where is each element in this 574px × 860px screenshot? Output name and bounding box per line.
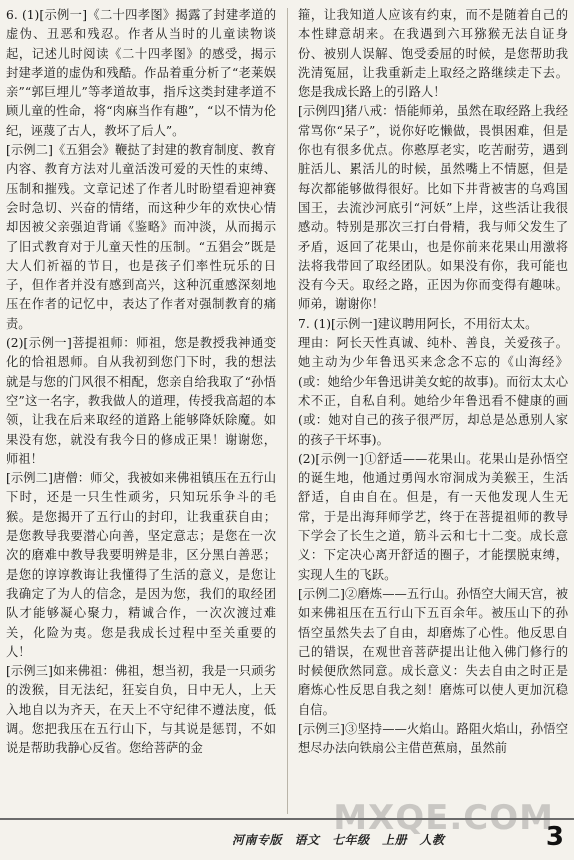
- watermark-logo: MXQE.COM: [333, 798, 554, 838]
- answer-7-1: 7. (1)[示例一]建议聘用阿长，不用衍太太。: [298, 316, 538, 331]
- right-column: [298, 6, 568, 816]
- answer-7-2-example-1: (2)[示例一]①舒适——花果山。花果山是孙悟空的诞生地，他通过勇闯水帘洞成为美猴王，生活舒适，自由自在。但是，有一天他发现人生无常，于是出海拜师学艺，终于在菩提祖师的教导下学会了长生之道，筋斗云和七十二变。成长意义：下定决心离开舒适的圈子，才能摆脱束缚，实现人生的飞跃。: [298, 451, 568, 582]
- answer-7-2-example-3: [示例三]③坚持——火焰山。路阻火焰山，孙悟空想尽办法向铁扇公主借芭蕉扇，虽然前: [298, 721, 568, 756]
- answer-6-2-example-4: [示例四]猪八戒：悟能师弟，虽然在取经路上我经常骂你“呆子”，说你好吃懒做，畏惧困难，但是你也有很多优点。你憨厚老实，吃苦耐劳，遇到脏活儿、累活儿的时候，虽然嘴上不情愿，但是每次都能够做得很好。比如下井背被害的乌鸡国国王，去流沙河底引“河妖”上岸，这些活让我很感动。特别是那次三打白骨精，我与师父发生了矛盾，返回了花果山，也是你前来花果山用激将法将我带回了取经团队。如果没有你，我可能也没有今天。取经之路，正因为你而变得有趣味。师弟，谢谢你！: [298, 104, 568, 312]
- answer-6-1-example-1: 6. (1)[示例一]《二十四孝图》揭露了封建孝道的虚伪、丑恶和残忍。作者从当时的儿童读物谈起，记述儿时阅读《二十四孝图》的感受，揭示封建孝道的虚伪和残酷。作品着重分析了“老莱娱亲”“郭巨埋儿”等孝道故事，指斥这类封建孝道不顾儿童的性命，将“肉麻当作有趣”，“以不情为伦纪，诬蔑了古人，教坏了后人”。: [6, 8, 276, 138]
- page-number: 3: [545, 822, 564, 852]
- answer-6-2-example-3: [示例三]如来佛祖：佛祖，想当初，我是一只顽劣的泼猴，目无法纪，狂妄自负，日中无人，上天入地自以为齐天，在天上不守纪律不遵法度，低调。您把我压在五行山下，与其说是惩罚，不如说是帮助我静心反省。您给菩萨的金: [6, 664, 276, 756]
- answer-7-1-reason: 理由：阿长天性真诚、纯朴、善良，关爱孩子。她主动为少年鲁迅买来念念不忘的《山海经》(或：她给少年鲁迅讲美女蛇的故事)。而衍太太心术不正，自私自利。她给少年鲁迅看不健康的画(或：她对自己的孩子很严厉，却总是怂恿别人家的孩子干坏事)。: [298, 336, 568, 447]
- answer-6-1-example-2: [示例二]《五猖会》鞭挞了封建的教育制度、教育内容、教育方法对儿童活泼可爱的天性的束缚、压制和摧残。文章记述了作者儿时盼望看迎神赛会时急切、兴奋的情绪，而这种少年的欢快心情却因被父亲强迫背诵《鉴略》而冲淡，从而揭示了旧式教育对于儿童天性的压制。“五猖会”既是大人们祈福的节日，也是孩子们率性玩乐的日子，但作者并没有感到高兴，这种沉重感深刻地压在作者的记忆中，表达了作者对强制教育的痛责。: [6, 143, 276, 331]
- left-column: [6, 6, 276, 816]
- answer-6-2-example-2: [示例二]唐僧：师父，我被如来佛祖镇压在五行山下时，还是一只生性顽劣，只知玩乐争斗的毛猴。是您揭开了五行山的封印，让我重获自由；是您教导我要潜心向善，坚定意志；是您在一次次的磨难中教导我要明辨是非，区分黑白善恶；是您的谆谆教诲让我懂得了生活的意义，是您让我确定了为人的信念，是因为您，我们的取经团队才能够凝心聚力，精诚合作，一次次渡过难关，化险为夷。您是我成长过程中至关重要的人！: [6, 471, 276, 659]
- page-footer: [0, 818, 574, 860]
- footer-edition-label: 河南专版 语文 七年级 上册 人教: [232, 833, 445, 847]
- column-divider: [287, 8, 288, 814]
- answer-6-2-example-1: (2)[示例一]菩提祖师：师祖，您是教授我神通变化的恰祖恩师。自从我初到您门下时，我的想法就是与您的门风很不相配，您亲自给我取了“孙悟空”这一名字，教我做人的道理，传授我高超的本领，让我在后来取经的道路上能够降妖除魔。如果没有您，就没有我今日的修成正果！谢谢您，师祖！: [6, 336, 276, 466]
- answer-6-2-example-3-cont: 箍，让我知道人应该有约束，而不是随着自己的本性肆意胡来。在我遇到六耳猕猴无法自证身份、被别人误解、饱受委屈的时候，是您帮助我洗清冤屈，让我重新走上取经之路继续走下去。您是我成长路上的引路人！: [298, 8, 568, 100]
- answer-7-2-example-2: [示例二]②磨炼——五行山。孙悟空大闹天宫，被如来佛祖压在五行山下五百余年。被压山下的孙悟空虽然失去了自由，却磨炼了心性。他反思自己的错误，在观世音菩萨提出让他入佛门修行的时候便欣然同意。成长意义：失去自由之时正是磨炼心性反思自我之刻！磨炼可以使人更加沉稳自信。: [298, 586, 568, 717]
